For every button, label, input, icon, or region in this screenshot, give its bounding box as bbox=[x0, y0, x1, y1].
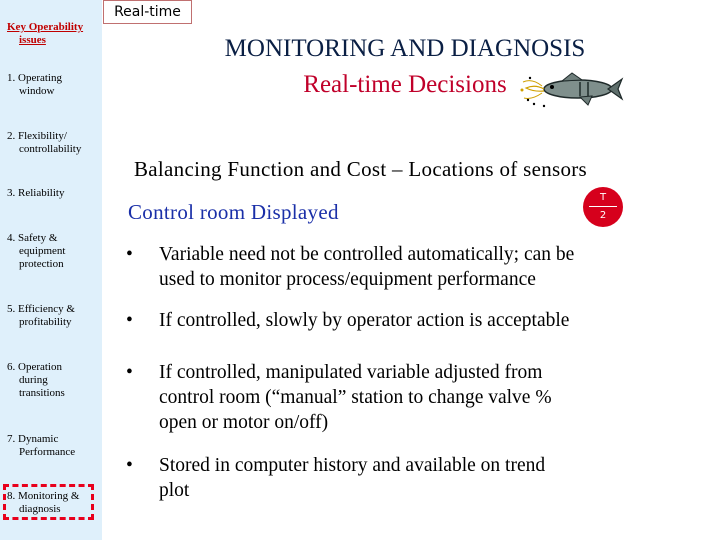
sidebar-item-operating-window[interactable]: 1. Operating window bbox=[7, 72, 62, 97]
sidebar bbox=[0, 0, 102, 540]
sidebar-item-reliability[interactable]: 3. Reliability bbox=[7, 187, 65, 199]
page-subtitle: Real-time Decisions bbox=[303, 71, 507, 98]
fish-icon bbox=[520, 70, 624, 110]
bullet-item: • Stored in computer history and available on trend plot bbox=[126, 455, 546, 501]
sidebar-item-dynamic-performance[interactable]: 7. Dynamic Performance bbox=[7, 433, 76, 458]
bullet-item: • Variable need not be controlled automatically; can be used to monitor process/equipment performance bbox=[126, 244, 575, 290]
bullet-item: • If controlled, slowly by operator action is acceptable bbox=[126, 310, 570, 331]
sidebar-item-efficiency[interactable]: 5. Efficiency & profitability bbox=[7, 303, 75, 328]
sidebar-item-monitoring-diagnosis[interactable]: 8. Monitoring & diagnosis bbox=[7, 490, 80, 515]
sidebar-title: Key Operability issues bbox=[7, 21, 84, 46]
tab-real-time[interactable]: Real-time bbox=[103, 0, 192, 24]
sidebar-item-flexibility[interactable]: 2. Flexibility/ controllability bbox=[7, 130, 82, 155]
sidebar-item-safety[interactable]: 4. Safety & equipment protection bbox=[7, 232, 66, 270]
sidebar-item-operation-transitions[interactable]: 6. Operation during transitions bbox=[7, 361, 65, 399]
control-room-label: Control room Displayed bbox=[128, 200, 339, 224]
section-subheading: Balancing Function and Cost – Locations of sensors bbox=[134, 157, 588, 181]
bullet-item: • If controlled, manipulated variable adjusted from control room (“manual” station to change valve % open or motor on/off) bbox=[126, 362, 552, 433]
page-title: MONITORING AND DIAGNOSIS bbox=[224, 35, 586, 62]
t2-badge: T 2 bbox=[583, 187, 623, 227]
